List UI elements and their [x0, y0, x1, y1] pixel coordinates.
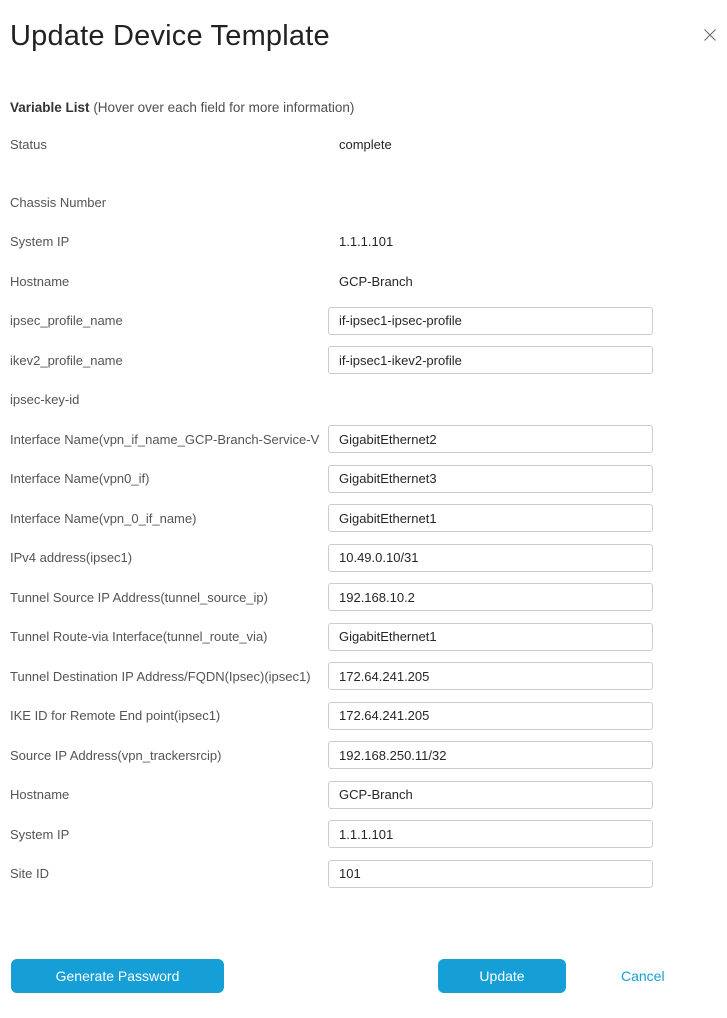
- row-tunnel-destination-ip: [0, 656, 727, 696]
- variable-label: Tunnel Source IP Address(tunnel_source_ip): [10, 589, 268, 605]
- variable-label: Tunnel Destination IP Address/FQDN(Ipsec)(ipsec1): [10, 668, 311, 684]
- variable-label: Hostname: [10, 273, 70, 289]
- row-chassis-number: [0, 182, 727, 222]
- variable-list-heading: [10, 100, 727, 115]
- variable-label: Chassis Number: [10, 194, 107, 210]
- row-ipsec-key-id: [0, 380, 727, 420]
- variable-list-hint: (Hover over each field for more information): [93, 100, 355, 116]
- variable-label: Interface Name(vpn_if_name_GCP-Branch-Service-V: [10, 431, 320, 447]
- row-system-ip-static: [0, 222, 727, 262]
- variable-value: complete: [339, 136, 392, 152]
- row-tunnel-source-ip: [0, 577, 727, 617]
- hostname-input[interactable]: [328, 781, 653, 809]
- row-ike-id-remote-end-point: [0, 696, 727, 736]
- variable-label: IKE ID for Remote End point(ipsec1): [10, 708, 221, 724]
- row-interface-name-service-vpn: [0, 419, 727, 459]
- ike-id-remote-end-point-input[interactable]: [328, 702, 653, 730]
- variable-label: Tunnel Route-via Interface(tunnel_route_via): [10, 629, 268, 645]
- ipsec-profile-name-input[interactable]: [328, 307, 653, 335]
- ipv4-address-ipsec1-input[interactable]: [328, 544, 653, 572]
- tunnel-route-via-input[interactable]: [328, 623, 653, 651]
- row-ikev2-profile-name: [0, 340, 727, 380]
- dialog-footer: [0, 959, 727, 993]
- variable-label: Interface Name(vpn_0_if_name): [10, 510, 197, 526]
- update-device-template-dialog: [0, 21, 727, 1018]
- close-icon[interactable]: [701, 26, 719, 44]
- site-id-input[interactable]: [328, 860, 653, 888]
- row-ipv4-address-ipsec1: [0, 538, 727, 578]
- variable-list-label: Variable List: [10, 100, 90, 116]
- variable-label: Status: [10, 136, 47, 152]
- row-interface-name-vpn-0-if-name: [0, 498, 727, 538]
- row-source-ip-vpn-trackersrcip: [0, 735, 727, 775]
- ikev2-profile-name-input[interactable]: [328, 346, 653, 374]
- row-interface-name-vpn0-if: [0, 459, 727, 499]
- interface-name-vpn-0-if-name-input[interactable]: [328, 504, 653, 532]
- system-ip-input[interactable]: [328, 820, 653, 848]
- variable-rows: [0, 124, 727, 893]
- variable-label: IPv4 address(ipsec1): [10, 550, 133, 566]
- row-hostname-input: [0, 775, 727, 815]
- variable-label: Hostname: [10, 787, 70, 803]
- page-title: Update Device Template: [10, 20, 330, 52]
- variable-value: GCP-Branch: [339, 273, 413, 289]
- cancel-link[interactable]: Cancel: [621, 959, 665, 993]
- variable-label: Source IP Address(vpn_trackersrcip): [10, 747, 222, 763]
- tunnel-source-ip-input[interactable]: [328, 583, 653, 611]
- row-status: [0, 124, 727, 164]
- variable-label: ipsec-key-id: [10, 392, 80, 408]
- update-button[interactable]: Update: [438, 959, 566, 993]
- row-ipsec-profile-name: [0, 301, 727, 341]
- interface-name-service-vpn-input[interactable]: [328, 425, 653, 453]
- generate-password-button[interactable]: Generate Password: [11, 959, 224, 993]
- variable-label: System IP: [10, 234, 70, 250]
- row-site-id: [0, 854, 727, 894]
- row-system-ip-input: [0, 814, 727, 854]
- close-x-glyph: [703, 28, 717, 42]
- row-hostname-static: [0, 261, 727, 301]
- source-ip-vpn-trackersrcip-input[interactable]: [328, 741, 653, 769]
- tunnel-destination-ip-input[interactable]: [328, 662, 653, 690]
- variable-label: System IP: [10, 826, 70, 842]
- row-tunnel-route-via: [0, 617, 727, 657]
- variable-label: Interface Name(vpn0_if): [10, 471, 150, 487]
- variable-label: Site ID: [10, 866, 50, 882]
- variable-label: ikev2_profile_name: [10, 352, 123, 368]
- interface-name-vpn0-if-input[interactable]: [328, 465, 653, 493]
- variable-label: ipsec_profile_name: [10, 313, 123, 329]
- variable-value: 1.1.1.101: [339, 234, 394, 250]
